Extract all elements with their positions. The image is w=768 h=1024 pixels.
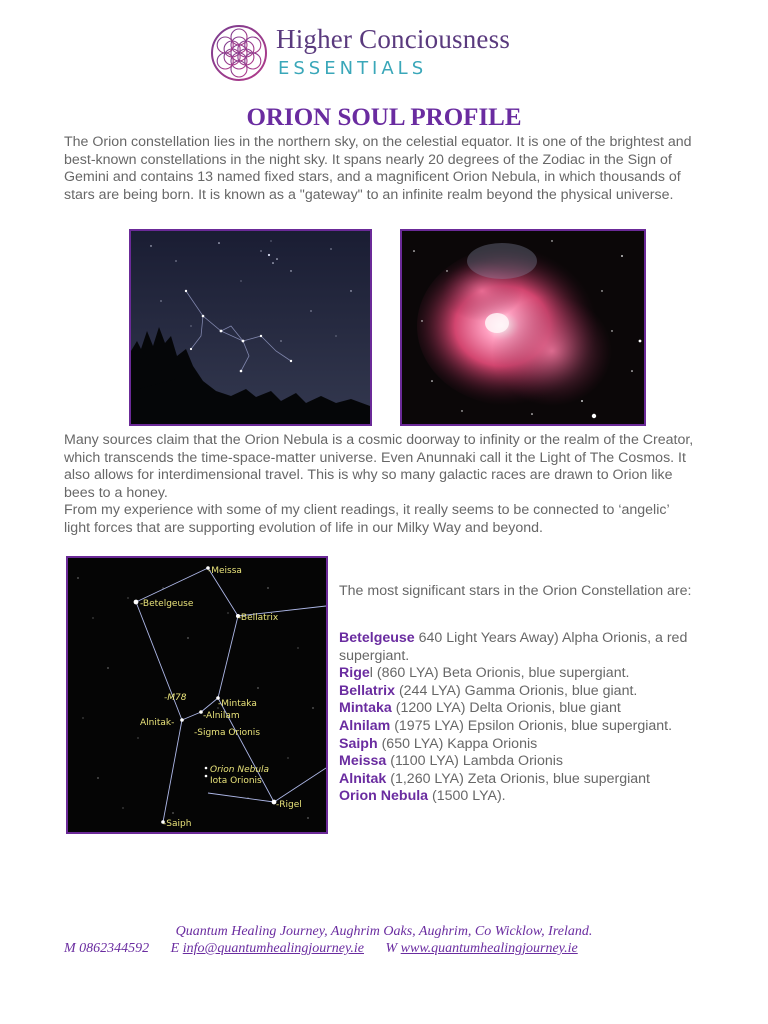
star-name: Alnilam — [339, 717, 391, 734]
star-name: Betelgeuse — [339, 630, 415, 646]
logo-title: Higher Conciousness — [276, 24, 511, 54]
star-list-item — [339, 771, 709, 789]
flower-of-life-icon — [210, 24, 268, 82]
orion-star-map — [66, 556, 328, 834]
footer-contact — [64, 941, 744, 957]
stars-intro-text: The most significant stars in the Orion Constellation are: — [339, 583, 692, 599]
star-description: (1500 LYA). — [428, 788, 506, 805]
map-label-rigel: -Rigel — [276, 800, 302, 810]
star-name: Mintaka — [339, 700, 392, 717]
star-list-item — [339, 700, 709, 718]
map-label-iota-orionis: Iota Orionis — [210, 776, 262, 786]
star-name: Orion Nebula — [339, 788, 429, 805]
map-label-bellatrix: -Bellatrix — [238, 613, 279, 623]
map-label-alnitak: Alnitak- — [140, 718, 175, 728]
map-label-orion-nebula: Orion Nebula — [210, 765, 270, 775]
body-paragraph — [64, 432, 694, 538]
footer-email-prefix: E — [170, 941, 180, 956]
map-label-mintaka: -Mintaka — [218, 699, 257, 709]
star-description: l (860 LYA) Beta Orionis, blue supergiant. — [369, 665, 630, 682]
orion-sky-photo — [129, 229, 372, 426]
star-name: Saiph — [339, 735, 378, 752]
star-list-item — [339, 683, 709, 701]
body-paragraph-1: Many sources claim that the Orion Nebula is a cosmic doorway to infinity or the realm of the Creator, which transcends the time-space-matter universe. Even Anunnaki call it the Light of The Cosmos. It also allows for interdimensional travel. This is why so many galactic races are drawn to Orion like bees to a honey. — [64, 432, 694, 501]
footer-address: Quantum Healing Journey, Aughrim Oaks, Aughrim, Co Wicklow, Ireland. — [175, 924, 593, 939]
star-list-item — [339, 630, 709, 665]
star-description: (244 LYA) Gamma Orionis, blue giant. — [395, 682, 638, 699]
footer-web-prefix: W — [385, 941, 398, 956]
star-list — [339, 630, 709, 806]
map-label-m78: -M78 — [164, 693, 187, 703]
map-label-sigma-orionis: -Sigma Orionis — [194, 728, 261, 738]
brand-logo — [210, 24, 560, 84]
star-name: Rige — [339, 665, 370, 682]
star-description: (1200 LYA) Delta Orionis, blue giant — [391, 700, 621, 717]
intro-paragraph: The Orion constellation lies in the northern sky, on the celestial equator. It is one of the brightest and best-known constellations in the night sky. It spans nearly 20 degrees of the Zodiac in the Sign of Gemini and contains 13 named fixed stars, and a magnificent Orion Nebula, in which thousands of stars are being born. It is known as a "gateway" to an infinite realm beyond the physical universe. — [64, 134, 692, 203]
star-description: 640 Light Years Away) Alpha Orionis, a red supergiant. — [339, 630, 688, 664]
star-description: (1,260 LYA) Zeta Orionis, blue supergiant — [386, 770, 650, 787]
map-label-betelgeuse: -Betelgeuse — [140, 599, 194, 609]
footer-web-link[interactable]: www.quantumhealingjourney.ie — [400, 941, 578, 956]
star-list-item — [339, 665, 709, 683]
star-description: (1100 LYA) Lambda Orionis — [386, 753, 563, 770]
footer-email-link[interactable]: info@quantumhealingjourney.ie — [182, 941, 364, 956]
logo-subtitle: ESSENTIALS — [278, 58, 428, 79]
star-list-item — [339, 718, 709, 736]
star-name: Meissa — [339, 753, 387, 770]
body-paragraph-2: From my experience with some of my client readings, it really seems to be connected to ‘angelic’ light forces that are supporting evolution of life in our Milky Way and beyond. — [64, 502, 670, 536]
page-title: ORION SOUL PROFILE — [246, 104, 522, 131]
star-description: (650 LYA) Kappa Orionis — [377, 735, 538, 752]
star-list-item — [339, 753, 709, 771]
star-name: Bellatrix — [339, 682, 395, 699]
map-label-saiph: -Saiph — [163, 819, 192, 829]
star-name: Alnitak — [339, 770, 387, 787]
star-description: (1975 LYA) Epsilon Orionis, blue supergiant. — [390, 717, 673, 734]
orion-nebula-photo — [400, 229, 646, 426]
map-label-alnilam: -Alnilam — [203, 711, 240, 721]
map-label-meissa: -Meissa — [208, 566, 242, 576]
star-list-item — [339, 736, 709, 754]
star-list-item — [339, 788, 709, 806]
footer-phone: M 0862344592 — [64, 941, 150, 956]
